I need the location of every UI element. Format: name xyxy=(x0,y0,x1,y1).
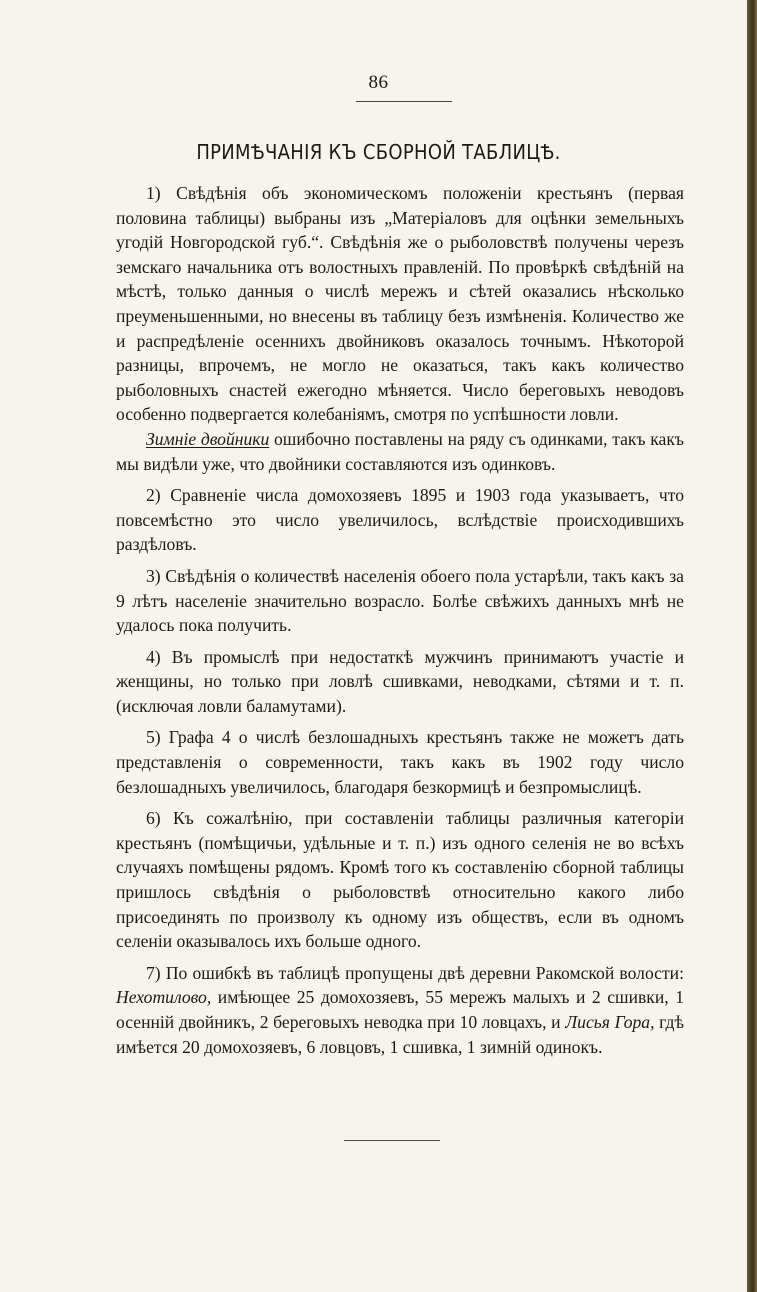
note-7-village-1: Нехотилово, xyxy=(116,987,212,1008)
note-1-rest: ошибочно поставлены на ряду съ одинками, такъ какъ мы видѣли уже, что двойники составляются изъ одинковъ. xyxy=(116,428,684,474)
page-number: 86 xyxy=(368,72,389,93)
note-7-part-b: имѣющее 25 домохозяевъ, 55 мережъ малыхъ и 2 сшивки, 1 осенній двойникъ, 2 береговыхъ неводка при 10 ловцахъ, и xyxy=(116,987,684,1032)
page-number-rule xyxy=(356,101,452,102)
end-rule xyxy=(344,1140,440,1141)
note-3: 3) Свѣдѣнія о количествѣ населенія обоего пола устарѣли, такъ какъ за 9 лѣтъ населеніе значительно возрасло. Болѣе свѣжихъ данныхъ мнѣ не удалось пока получить. xyxy=(116,565,684,636)
notes-body xyxy=(116,181,684,1059)
note-7-part-a: 7) По ошибкѣ въ таблицѣ пропущены двѣ деревни Ракомской волости: xyxy=(146,962,684,983)
note-2: 2) Сравненіе числа домохозяевъ 1895 и 1903 года указываетъ, что повсемѣстно это число увеличилось, вслѣдствіе происходившихъ раздѣловъ. xyxy=(116,485,684,555)
note-6: 6) Къ сожалѣнію, при составленіи таблицы различныя категоріи крестьянъ (помѣщичьи, удѣльные и т. п.) изъ одного селенія не во всѣхъ случаяхъ помѣщены рядомъ. Кромѣ того къ составленію сборной таблицы пришлось свѣдѣнія о рыболовствѣ относительно какого либо присоединять по произволу къ одному изъ обществъ, если въ одномъ селеніи оказывалось ихъ больше одного. xyxy=(116,808,684,952)
page-heading: ПРИМѢЧАНІЯ КЪ СБОРНОЙ ТАБЛИЦѢ. xyxy=(196,140,561,164)
page-edge xyxy=(747,0,757,1292)
note-1-emphasis: Зимніе двойники xyxy=(146,428,270,449)
note-7 xyxy=(116,961,684,1059)
note-7-part-c: гдѣ имѣется 20 домохозяевъ, 6 ловцовъ, 1 сшивка, 1 зимній одинокъ. xyxy=(116,1012,684,1057)
note-5: 5) Графа 4 о числѣ безлошадныхъ крестьянъ также не можетъ дать представленія о современности, такъ какъ въ 1902 году число безлошадныхъ увеличилось, благодаря безкормицѣ и безпромыслицѣ. xyxy=(116,727,684,797)
note-7-village-2: Лисья Гора, xyxy=(565,1012,655,1032)
note-1: 1) Свѣдѣнія объ экономическомъ положеніи крестьянъ (первая половина таблицы) выбраны изъ „Матеріаловъ для оцѣнки земельныхъ угодій Новгородской губ.“. Свѣдѣнія же о рыболовствѣ получены черезъ земскаго начальника отъ волостныхъ правленій. По провѣркѣ свѣдѣній на мѣстѣ, только данныя о числѣ мережъ и сѣтей оказались нѣсколько преуменьшенными, но внесены въ таблицу безъ измѣненія. Количество же и распредѣленіе осеннихъ двойниковъ оказалось точнымъ. Нѣкоторой разницы, впрочемъ, не могло не оказаться, такъ какъ количество рыболовныхъ снастей ежегодно мѣняется. Число береговыхъ неводовъ особенно подвергается колебаніямъ, смотря по успѣшности ловли. xyxy=(116,183,684,425)
note-4: 4) Въ промыслѣ при недостаткѣ мужчинъ принимаютъ участіе и женщины, но только при ловлѣ сшивками, неводками, сѣтями и т. п. (исключая ловли баламутами). xyxy=(116,646,684,716)
note-1-continued xyxy=(116,427,684,476)
